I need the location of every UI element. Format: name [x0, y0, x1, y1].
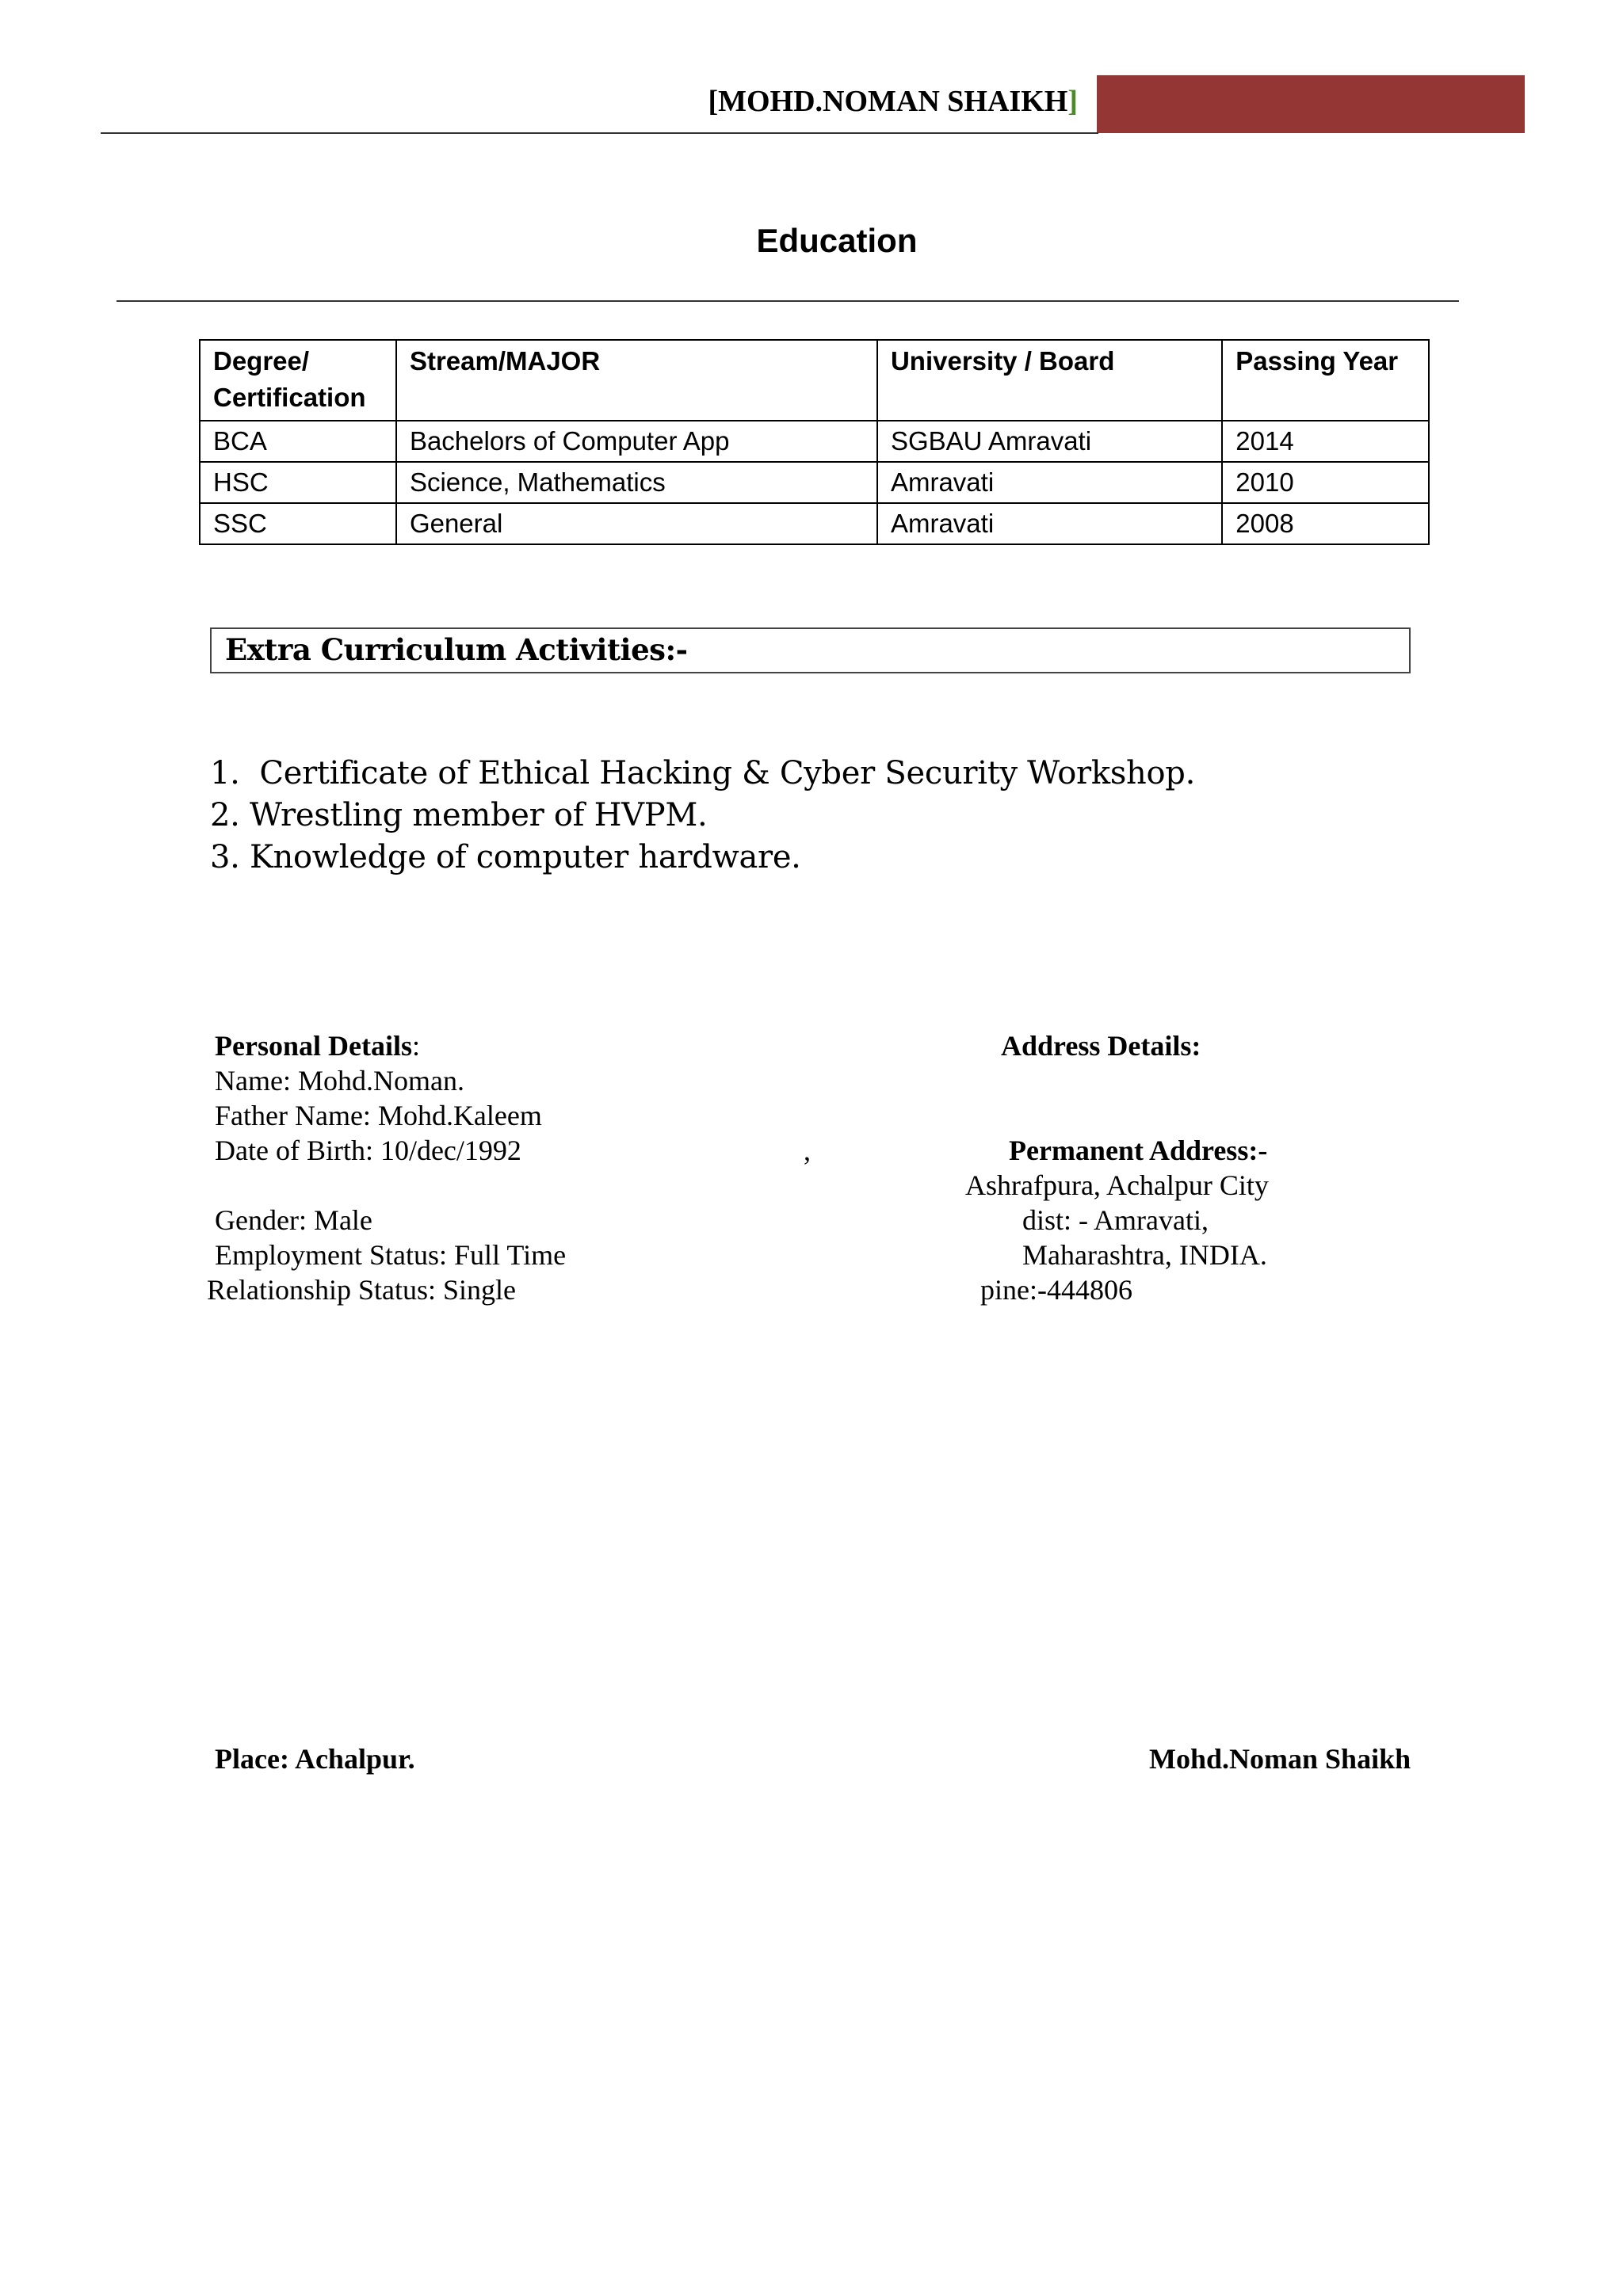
list-item: 1. Certificate of Ethical Hacking & Cyber Security Workshop.: [210, 755, 1196, 791]
personal-employment: Employment Status: Full Time: [215, 1239, 567, 1271]
extra-curriculum-title: Extra Curriculum Activities:-: [225, 632, 688, 667]
personal-dob: Date of Birth: 10/dec/1992: [215, 1135, 521, 1166]
personal-gender: Gender: Male: [215, 1204, 372, 1236]
signature-name: Mohd.Noman Shaikh: [1149, 1743, 1411, 1775]
cell-university: SGBAU Amravati: [877, 421, 1222, 462]
cell-year: 2010: [1222, 462, 1429, 503]
education-title: Education: [756, 222, 918, 259]
list-item: 2. Wrestling member of HVPM.: [210, 797, 708, 833]
personal-relationship: Relationship Status: Single: [207, 1274, 517, 1306]
education-rule: [116, 300, 1459, 302]
column-header-university: University / Board: [877, 340, 1222, 421]
table-row: [200, 503, 1429, 544]
personal-details-colon: :: [411, 1030, 420, 1062]
personal-details-heading-text: Personal Details: [215, 1030, 412, 1062]
address-line-3: Maharashtra, INDIA.: [1022, 1239, 1267, 1271]
address-details-heading: Address Details:: [1001, 1030, 1201, 1062]
header-name-text: MOHD.NOMAN SHAIKH: [718, 85, 1068, 118]
column-header-degree: Degree/ Certification: [200, 340, 396, 421]
cell-stream: General: [396, 503, 877, 544]
table-header-row: [200, 340, 1429, 421]
table-row: [200, 421, 1429, 462]
extra-curriculum-list: [210, 753, 1195, 879]
address-line-1: Ashrafpura, Achalpur City: [965, 1169, 1269, 1201]
cell-stream: Science, Mathematics: [396, 462, 877, 503]
cell-year: 2008: [1222, 503, 1429, 544]
header-close-bracket: ]: [1067, 85, 1078, 118]
address-line-2: dist: - Amravati,: [1022, 1204, 1209, 1236]
cell-degree: SSC: [200, 503, 396, 544]
address-pin: pine:-444806: [980, 1274, 1132, 1306]
place-label: Place: Achalpur.: [215, 1743, 415, 1775]
cell-degree: HSC: [200, 462, 396, 503]
stray-comma: ,: [804, 1135, 811, 1166]
permanent-address-heading: Permanent Address:-: [1009, 1135, 1268, 1166]
column-header-year: Passing Year: [1222, 340, 1429, 421]
education-table: [199, 339, 1430, 545]
cell-year: 2014: [1222, 421, 1429, 462]
list-item: 3. Knowledge of computer hardware.: [210, 839, 801, 875]
cell-stream: Bachelors of Computer App: [396, 421, 877, 462]
column-header-stream: Stream/MAJOR: [396, 340, 877, 421]
personal-name: Name: Mohd.Noman.: [215, 1065, 464, 1097]
header-name: [571, 84, 1078, 119]
personal-father-name: Father Name: Mohd.Kaleem: [215, 1100, 542, 1131]
header-accent-bar: [1097, 75, 1525, 133]
cell-university: Amravati: [877, 462, 1222, 503]
table-row: [200, 462, 1429, 503]
header-open-bracket: [: [708, 85, 719, 118]
cell-university: Amravati: [877, 503, 1222, 544]
personal-details-heading: [215, 1028, 420, 1063]
header-rule: [101, 132, 1098, 134]
cell-degree: BCA: [200, 421, 396, 462]
